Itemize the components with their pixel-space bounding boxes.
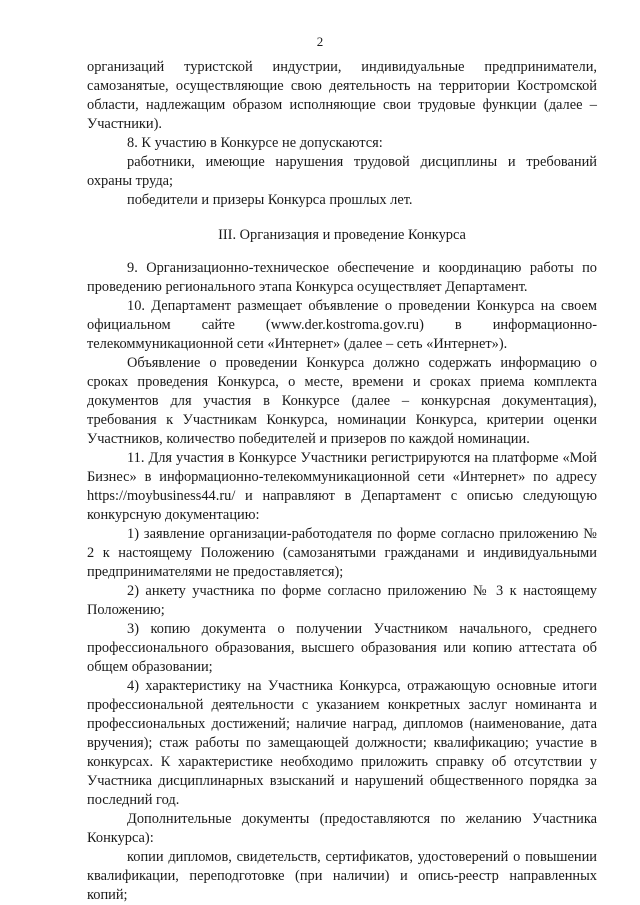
paragraph-additional-documents: Дополнительные документы (предоставляются по желанию Участника Конкурса): [87, 811, 597, 846]
paragraph-excluded-winners: победители и призеры Конкурса прошлых лет. [127, 192, 413, 208]
paragraph-item-10: 10. Департамент размещает объявление о проведении Конкурса на своем официальном сайте (www.der.kostroma.gov.ru) в информационно-телекоммуникационной сети «Интернет» (далее – сеть «Интернет»). [87, 298, 597, 352]
list-item-application: 1) заявление организации-работодателя по форме согласно приложению № 2 к настоящему Положению (самозанятыми гражданами и индивидуальными предпринимателями не предоставляется); [87, 526, 597, 580]
paragraph-item-8: 8. К участию в Конкурсе не допускаются: [127, 135, 383, 151]
paragraph-diploma-copies: копии дипломов, свидетельств, сертификатов, удостоверений о повышении квалификации, переподготовке (при наличии) и опись-реестр направленных копий; [87, 849, 597, 903]
list-item-characteristic: 4) характеристику на Участника Конкурса, отражающую основные итоги профессиональной деятельности с указанием конкретных заслуг номинанта и профессиональных достижений; наличие наград, дипломов (наименование, дата вручения); стаж работы по замещающей должности; квалификацию; участие в конкурсах. К характеристике необходимо приложить справку об отсутствии у Участника дисциплинарных взысканий и нарушений общественного порядка за последний год. [87, 678, 597, 808]
document-body [87, 58, 597, 905]
paragraph-announcement: Объявление о проведении Конкурса должно содержать информацию о сроках проведения Конкурса, о месте, времени и сроках приема комплекта документов для участия в Конкурсе (далее – конкурсная документация), требования к Участникам Конкурса, номинации Конкурса, критерии оценки Участников, количество победителей и призеров по каждой номинации. [87, 355, 597, 447]
list-item-questionnaire: 2) анкету участника по форме согласно приложению № 3 к настоящему Положению; [87, 583, 597, 618]
list-item-education-copy: 3) копию документа о получении Участником начального, среднего профессионального образования, высшего образования или копию аттестата об общем образовании; [87, 621, 597, 675]
paragraph-item-9: 9. Организационно-техническое обеспечение и координацию работы по проведению регионального этапа Конкурса осуществляет Департамент. [87, 260, 597, 295]
paragraph-item-11: 11. Для участия в Конкурсе Участники регистрируются на платформе «Мой Бизнес» в информационно-телекоммуникационной сети «Интернет» по адресу https://moybusiness44.ru/ и направляют в Департамент с описью следующую конкурсную документацию: [87, 450, 597, 523]
section-heading: III. Организация и проведение Конкурса [218, 227, 466, 243]
paragraph-excluded-workers: работники, имеющие нарушения трудовой дисциплины и требований охраны труда; [87, 154, 597, 189]
page-number: 2 [316, 34, 324, 49]
paragraph-participants-continued: организаций туристской индустрии, индивидуальные предприниматели, самозанятые, осуществляющие свою деятельность на территории Костромской области, надлежащим образом исполняющие свои трудовые функции (далее – Участники). [87, 59, 597, 132]
